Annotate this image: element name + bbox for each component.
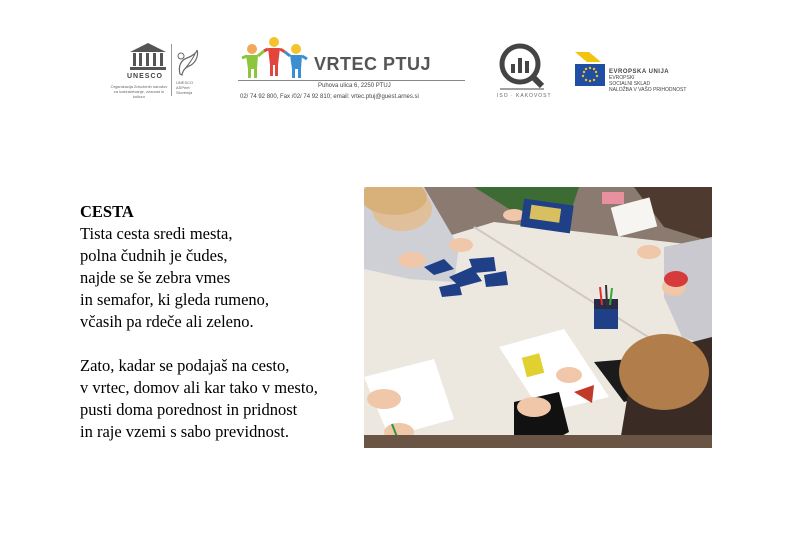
stanza-gap: [80, 333, 370, 355]
poem-line: včasih pa rdeče ali zeleno.: [80, 312, 254, 331]
eu-line-2: EVROPSKI: [609, 75, 635, 81]
vrtec-address: Puhova ulica 6, 2250 PTUJ: [318, 83, 391, 89]
poem-line: Zato, kadar se podajaš na cesto,: [80, 356, 290, 375]
eu-line-3: SOCIALNI SKLAD: [609, 81, 651, 87]
unesco-org-caption: Organizacija Združenih narodov za izobraževanje, znanost in kulturo: [110, 84, 168, 99]
unesco-hand-leaf-icon: [175, 48, 201, 78]
eu-caption: [609, 69, 686, 93]
poem-line: Tista cesta sredi mesta,: [80, 224, 233, 243]
poem: [80, 201, 370, 443]
eu-line-4: NALOŽBA V VAŠO PRIHODNOST: [609, 87, 687, 93]
eu-line-1: EVROPSKA UNIJA: [609, 69, 670, 75]
poem-line: polna čudnih je čudes,: [80, 246, 228, 265]
unesco-divider: [171, 44, 172, 96]
poem-line: najde se še zebra vmes: [80, 268, 231, 287]
unesco-logo: [105, 40, 205, 102]
unesco-wordmark: UNESCO: [127, 73, 163, 80]
children-at-table-photo: [364, 187, 712, 448]
poem-line: in semafor, ki gleda rumeno,: [80, 290, 270, 309]
poem-title: CESTA: [80, 202, 134, 221]
vrtec-contact: 02/ 74 92 800, Fax /02/ 74 92 810; email: vrtec.ptuj@guest.arnes.si: [240, 94, 419, 100]
header-logos: [0, 0, 800, 120]
vrtec-name: VRTEC PTUJ: [314, 54, 432, 74]
poem-line: in raje vzemi s sabo previdnost.: [80, 422, 289, 441]
vrtec-divider: [238, 80, 465, 81]
quality-caption: ISO · KAKOVOST: [497, 93, 552, 99]
vrtec-children-logo-icon: [238, 35, 310, 80]
poem-line: v vrtec, domov ali kar tako v mesto,: [80, 378, 318, 397]
poem-line: pusti doma porednost in pridnost: [80, 400, 298, 419]
unesco-network-caption: UNESCO ASPnet Slovenija: [176, 80, 194, 95]
unesco-temple-icon: [129, 42, 167, 72]
eu-flag-icon: [575, 52, 607, 92]
quality-certificate-icon: [498, 42, 546, 92]
